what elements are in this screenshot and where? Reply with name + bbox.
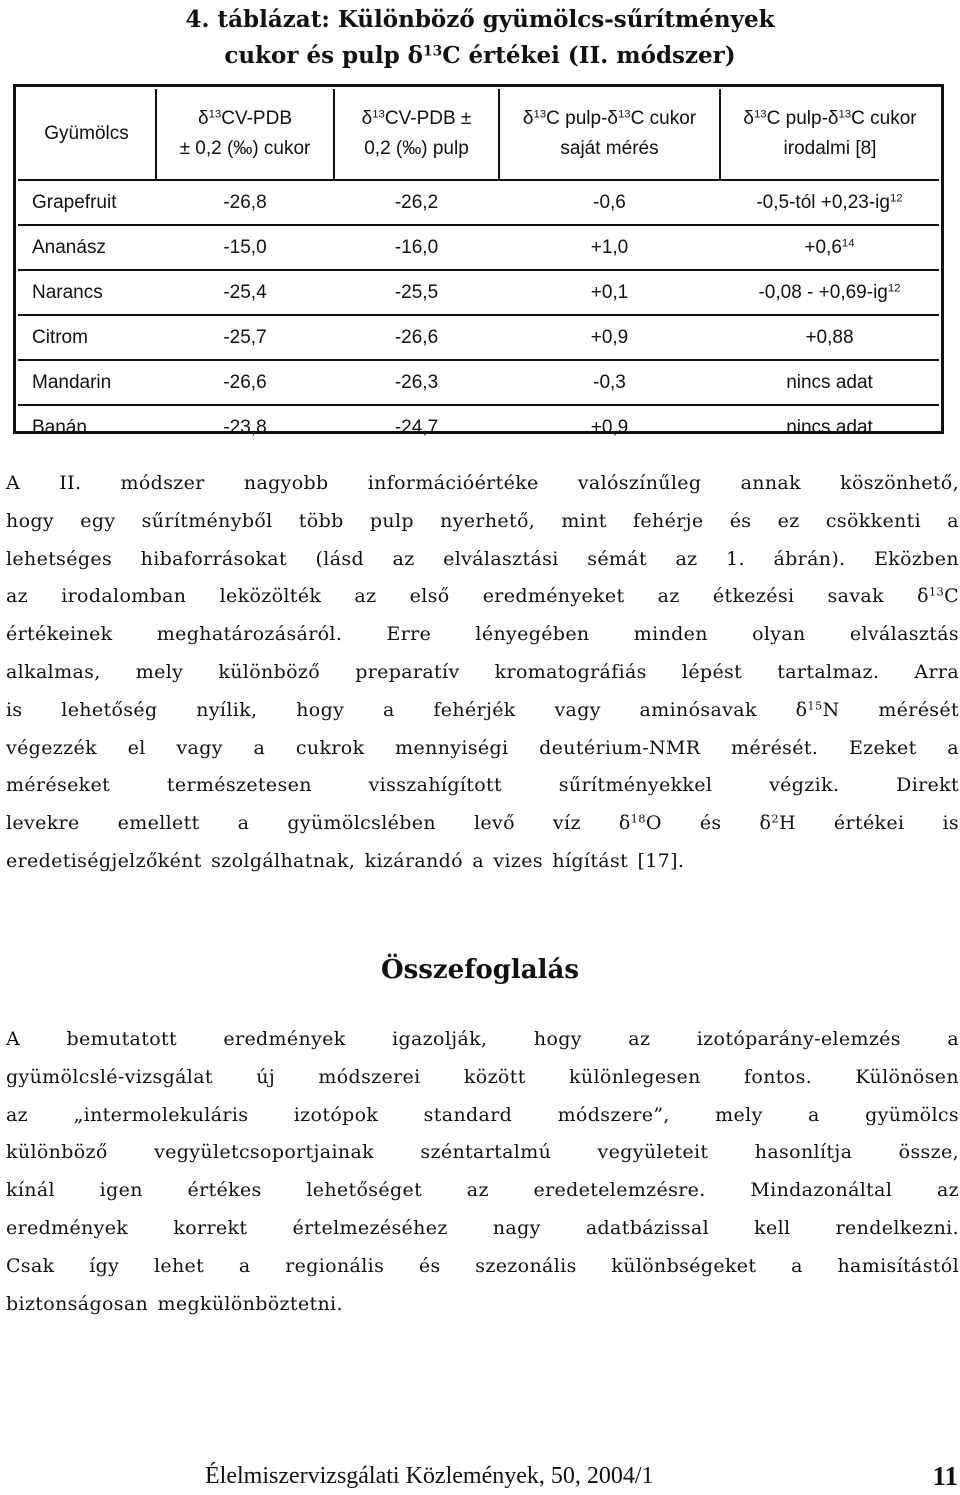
header-text: ± 0,2 (‰) cukor: [179, 138, 311, 159]
cell-pulp: -26,3: [394, 371, 439, 393]
page-number: 11: [932, 1461, 958, 1491]
cell-sugar: -23,8: [223, 416, 267, 438]
table-header-row: [18, 89, 939, 180]
cell-diff: -0,3: [593, 371, 626, 393]
header-text: C cukor: [851, 108, 917, 129]
cell-literature: nincs adat: [786, 371, 873, 393]
text-line: [6, 578, 959, 616]
superscript: 13: [928, 585, 945, 600]
cell-pulp: -26,6: [394, 326, 439, 348]
superscript: 15: [807, 698, 823, 713]
cell-literature: [720, 225, 939, 270]
cell-sugar: -25,7: [223, 326, 267, 348]
cell-literature: nincs adat: [786, 416, 873, 438]
text-line: végezzék el vagy a cukrok mennyiségi deutérium-NMR mérését. Ezeket a: [6, 736, 959, 759]
paragraph-method-ii: [6, 465, 959, 881]
text-span: O és δ: [645, 812, 772, 835]
table-row: [18, 360, 939, 405]
superscript: 13: [753, 108, 767, 121]
header-own-measurement: [499, 89, 720, 180]
text-line: hogy egy sűrítményből több pulp nyerhető, mint fehérje és ez csökkenti a: [6, 509, 959, 532]
cell-pulp: -24,7: [394, 416, 439, 438]
text-line: A bemutatott eredmények igazolják, hogy az izotóparány-elemzés a: [6, 1028, 959, 1050]
delta-symbol: δ: [522, 108, 534, 129]
superscript: 2: [771, 811, 779, 826]
text-line: gyümölcslé-vizsgálat új módszerei között különlegesen fontos. Különösen: [6, 1065, 959, 1088]
text-line: kínál igen értékes lehetőséget az eredetelemzésre. Mindazonáltal az: [6, 1179, 959, 1202]
cell-diff: +0,9: [590, 326, 629, 348]
cell-fruit: Ananász: [32, 236, 106, 258]
table-caption: [0, 2, 960, 74]
header-text: C pulp-δ: [766, 108, 839, 129]
header-text: irodalmi [8]: [783, 138, 877, 159]
cell-literature: [720, 270, 939, 315]
text-line: [6, 692, 959, 730]
table-row: [18, 270, 939, 315]
page-footer: [0, 1463, 960, 1493]
header-text: CV-PDB: [221, 108, 292, 129]
cell-pulp: -25,5: [394, 281, 439, 303]
header-text: 0,2 (‰) pulp: [364, 138, 469, 159]
text-span: C: [944, 585, 959, 608]
cell-fruit: Citrom: [32, 326, 88, 348]
text-line: méréseket természetesen visszahígított sűrítményekkel végzik. Direkt: [6, 774, 959, 797]
cell-sugar: -26,6: [223, 371, 267, 393]
text-line: biztonságosan megkülönböztetni.: [6, 1292, 343, 1315]
cell-fruit: Grapefruit: [32, 191, 117, 213]
superscript: 13: [838, 108, 852, 121]
paragraph-summary: [6, 1021, 959, 1323]
journal-reference: Élelmiszervizsgálati Közlemények, 50, 2004/1: [205, 1463, 654, 1489]
literature-value: -0,5-tól +0,23-ig: [756, 191, 890, 213]
cell-diff: +1,0: [590, 236, 629, 258]
text-span: az irodalomban leközölték az első eredményeket az étkezési savak δ: [6, 585, 929, 608]
superscript: 13: [208, 108, 222, 121]
header-pulp-delta: [334, 89, 499, 180]
header-literature: [720, 89, 939, 180]
isotope-table-frame: [13, 84, 944, 438]
text-line: értékeinek meghatározásáról. Erre lényegében minden olyan elválasztás: [6, 623, 959, 646]
literature-value: +0,6: [804, 236, 842, 258]
cell-pulp: -16,0: [394, 236, 439, 258]
header-text: C pulp-δ: [546, 108, 618, 129]
header-text: CV-PDB ±: [384, 108, 472, 129]
text-span: levekre emellett a gyümölcslében levő víz δ: [6, 812, 631, 835]
table-row: [18, 180, 939, 225]
superscript: 18: [630, 811, 646, 826]
cell-literature: +0,88: [805, 326, 854, 348]
cell-diff: -0,6: [593, 191, 626, 213]
superscript: 13: [533, 108, 547, 121]
reference-superscript: 14: [841, 237, 855, 250]
text-line: különböző vegyületcsoportjainak széntartalmú vegyületeit hasonlítja össze,: [6, 1141, 959, 1164]
literature-value: -0,08 - +0,69-ig: [758, 281, 888, 303]
text-line: eredetiségjelzőként szolgálhatnak, kizárandó a vizes hígítást [17].: [6, 849, 685, 872]
caption-text: C értékei (II. módszer): [442, 42, 736, 69]
header-sugar-delta: [156, 89, 334, 180]
caption-line-1: 4. táblázat: Különböző gyümölcs-sűrítmények: [185, 6, 775, 33]
caption-superscript: 13: [423, 43, 443, 60]
text-span: N mérését: [822, 698, 959, 721]
cell-sugar: -25,4: [223, 281, 267, 303]
header-text: saját mérés: [560, 138, 659, 159]
reference-superscript: 12: [889, 192, 903, 205]
text-span: H értékei is: [778, 812, 959, 835]
cell-sugar: -26,8: [223, 191, 267, 213]
text-span: is lehetőség nyílik, hogy a fehérjék vagy aminósavak δ: [6, 698, 808, 721]
text-line: [6, 805, 959, 843]
cell-diff: +0,1: [590, 281, 629, 303]
text-line: az „intermolekuláris izotópok standard módszere”, mely a gyümölcs: [6, 1103, 959, 1126]
cell-sugar: -15,0: [223, 236, 267, 258]
table-row: [18, 405, 939, 449]
text-line: A II. módszer nagyobb információértéke valószínűleg annak köszönhető,: [6, 472, 959, 494]
superscript: 13: [372, 108, 385, 121]
delta-symbol: δ: [361, 108, 373, 129]
reference-superscript: 12: [887, 282, 901, 295]
delta-symbol: δ: [743, 108, 754, 129]
cell-fruit: Mandarin: [32, 371, 112, 393]
isotope-table: [18, 89, 939, 449]
caption-line-2: [0, 38, 960, 74]
cell-diff: +0,9: [590, 416, 629, 438]
header-fruit: Gyümölcs: [18, 89, 156, 180]
text-line: lehetséges hibaforrásokat (lásd az elválasztási sémát az 1. ábrán). Eközben: [6, 547, 959, 570]
text-line: Csak így lehet a regionális és szezonális különbségeket a hamisítástól: [6, 1254, 959, 1277]
text-line: eredmények korrekt értelmezéséhez nagy adatbázissal kell rendelkezni.: [6, 1216, 959, 1239]
header-text: C cukor: [630, 108, 697, 129]
delta-symbol: δ: [198, 108, 209, 129]
superscript: 13: [617, 108, 631, 121]
table-row: [18, 315, 939, 360]
cell-fruit: Banán: [32, 416, 87, 438]
section-heading: Összefoglalás: [380, 955, 580, 985]
cell-pulp: -26,2: [394, 191, 439, 213]
caption-text: cukor és pulp δ: [224, 42, 424, 69]
table-row: [18, 225, 939, 270]
text-line: alkalmas, mely különböző preparatív kromatográfiás lépést tartalmaz. Arra: [6, 660, 959, 683]
cell-literature: [720, 180, 939, 225]
cell-fruit: Narancs: [32, 281, 103, 303]
